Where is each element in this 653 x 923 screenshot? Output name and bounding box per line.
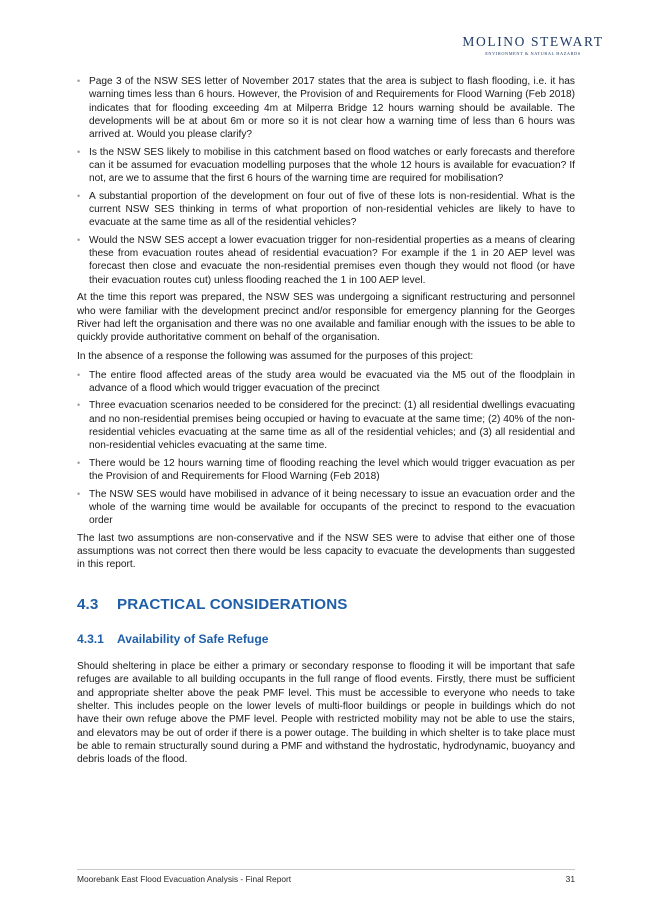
section-number: 4.3 [77, 595, 99, 613]
list-item-text: Is the NSW SES likely to mobilise in this catchment based on flood watches or early forecasts and therefore can it be assumed for evacuation modelling purposes that the whole 12 hours is available for evacuation? If not, are we to assume that the first 6 hours of the warning time are required for mobilisation? [89, 146, 575, 185]
bullet-icon: • [77, 190, 81, 201]
list-item [77, 369, 575, 396]
section-title: PRACTICAL CONSIDERATIONS [117, 595, 348, 613]
list-item-text: A substantial proportion of the development on four out of five of these lots is non-residential. What is the current NSW SES thinking in terms of what proportion of non-residential vehicles are likely to have to evacuate at the same time as all of the residential vehicles? [89, 190, 575, 229]
bullet-icon: • [77, 488, 81, 499]
bullet-icon: • [77, 146, 81, 157]
bullet-icon: • [77, 76, 81, 86]
list-item-text: Three evacuation scenarios needed to be considered for the precinct: (1) all residential dwellings evacuating and no non-residential premises being occupied or having to evacuate at the same time; (2) 40% of the non-residential vehicles evacuating at the same time as all of the residential vehicles; and (3) all residential and non-residential vehicles evacuating at the same time. [89, 400, 575, 452]
logo-tagline: ENVIRONMENT & NATURAL HAZARDS [485, 51, 581, 56]
assumption-list [77, 369, 575, 528]
paragraph: Should sheltering in place be either a primary or secondary response to flooding it will be important that safe refuges are available to all building occupants in the full range of flood events. Firstly, there must be sufficient and appropriate shelter above the peak PMF level. This must be accessible to everyone who needs to take shelter. This includes people on the lower levels of multi-floor buildings or people in buildings which do not have their own refuge above the PMF level. People with restricted mobility may not be able to use the stairs, and elevators may be out of order if there is a power outage. The building in which shelter is to take place must be able to remain structurally sound during a PMF and withstand the hydrostatic, hydrodynamic, buoyancy and debris loads of the flood. [77, 661, 575, 766]
logo-main-text: MOLINO STEWART [462, 34, 604, 49]
company-logo [443, 34, 623, 56]
list-item [77, 190, 575, 230]
question-list [77, 75, 575, 287]
bullet-icon: • [77, 234, 81, 245]
bullet-icon: • [77, 457, 81, 468]
list-item [77, 399, 575, 452]
list-item-text: Would the NSW SES accept a lower evacuation trigger for non-residential properties as a means of clearing these from evacuation routes ahead of residential evacuation? For example if the 1 in 20 AEP level was forecast then close and evacuate the non-residential premises even though they would not flood (or have their evacuation routes cut) unless flooding reached the 1 in 100 AEP level. [89, 234, 575, 286]
paragraph: In the absence of a response the following was assumed for the purposes of this project: [77, 351, 474, 363]
paragraph: The last two assumptions are non-conservative and if the NSW SES were to advise that either one of those assumptions was not correct then there would be less capacity to evacuate the developments than suggested in this report. [77, 532, 575, 571]
footer-divider [77, 869, 575, 870]
list-item-text: The NSW SES would have mobilised in advance of it being necessary to issue an evacuation order and the whole of the warning time would be available for occupants of the precinct to respond to the evacuation order [89, 488, 575, 527]
list-item [77, 488, 575, 528]
list-item [77, 75, 575, 141]
subsection-number: 4.3.1 [77, 631, 104, 646]
section-heading [77, 595, 575, 613]
subsection-heading [77, 633, 575, 646]
list-item-text: There would be 12 hours warning time of flooding reaching the level which would trigger evacuation as per the Provision of and Requirements for Flood Warning (Feb 2018) [89, 457, 575, 483]
page-number: 31 [565, 874, 575, 884]
footer-title: Moorebank East Flood Evacuation Analysis - Final Report [77, 874, 292, 884]
paragraph: At the time this report was prepared, the NSW SES was undergoing a significant restructuring and personnel who were familiar with the development precinct and/or responsible for emergency planning for the Georges River had left the organisation and there was no one available and familiar enough with the issues to be able to quickly provide authoritative comment on behalf of the organisation. [77, 292, 575, 344]
list-item [77, 234, 575, 287]
subsection-title: Availability of Safe Refuge [117, 631, 269, 646]
bullet-icon: • [77, 400, 81, 411]
list-item [77, 146, 575, 186]
bullet-icon: • [77, 369, 81, 380]
list-item-text: Page 3 of the NSW SES letter of November 2017 states that the area is subject to flash flooding, i.e. it has warning times less than 6 hours. However, the Provision of and Requirements for Flood Warning (Feb 2018) indicates that for flooding exceeding 4m at Milperra Bridge 12 hours warning should be available. The developments will be at about 6m or more so it is not clear how a warning time of less than 6 hours was arrived at. Would you please clarify? [89, 76, 575, 141]
page-body [77, 75, 575, 767]
list-item-text: The entire flood affected areas of the study area would be evacuated via the M5 out of the floodplain in advance of a flood which would trigger evacuation of the precinct [89, 369, 575, 394]
list-item [77, 457, 575, 484]
